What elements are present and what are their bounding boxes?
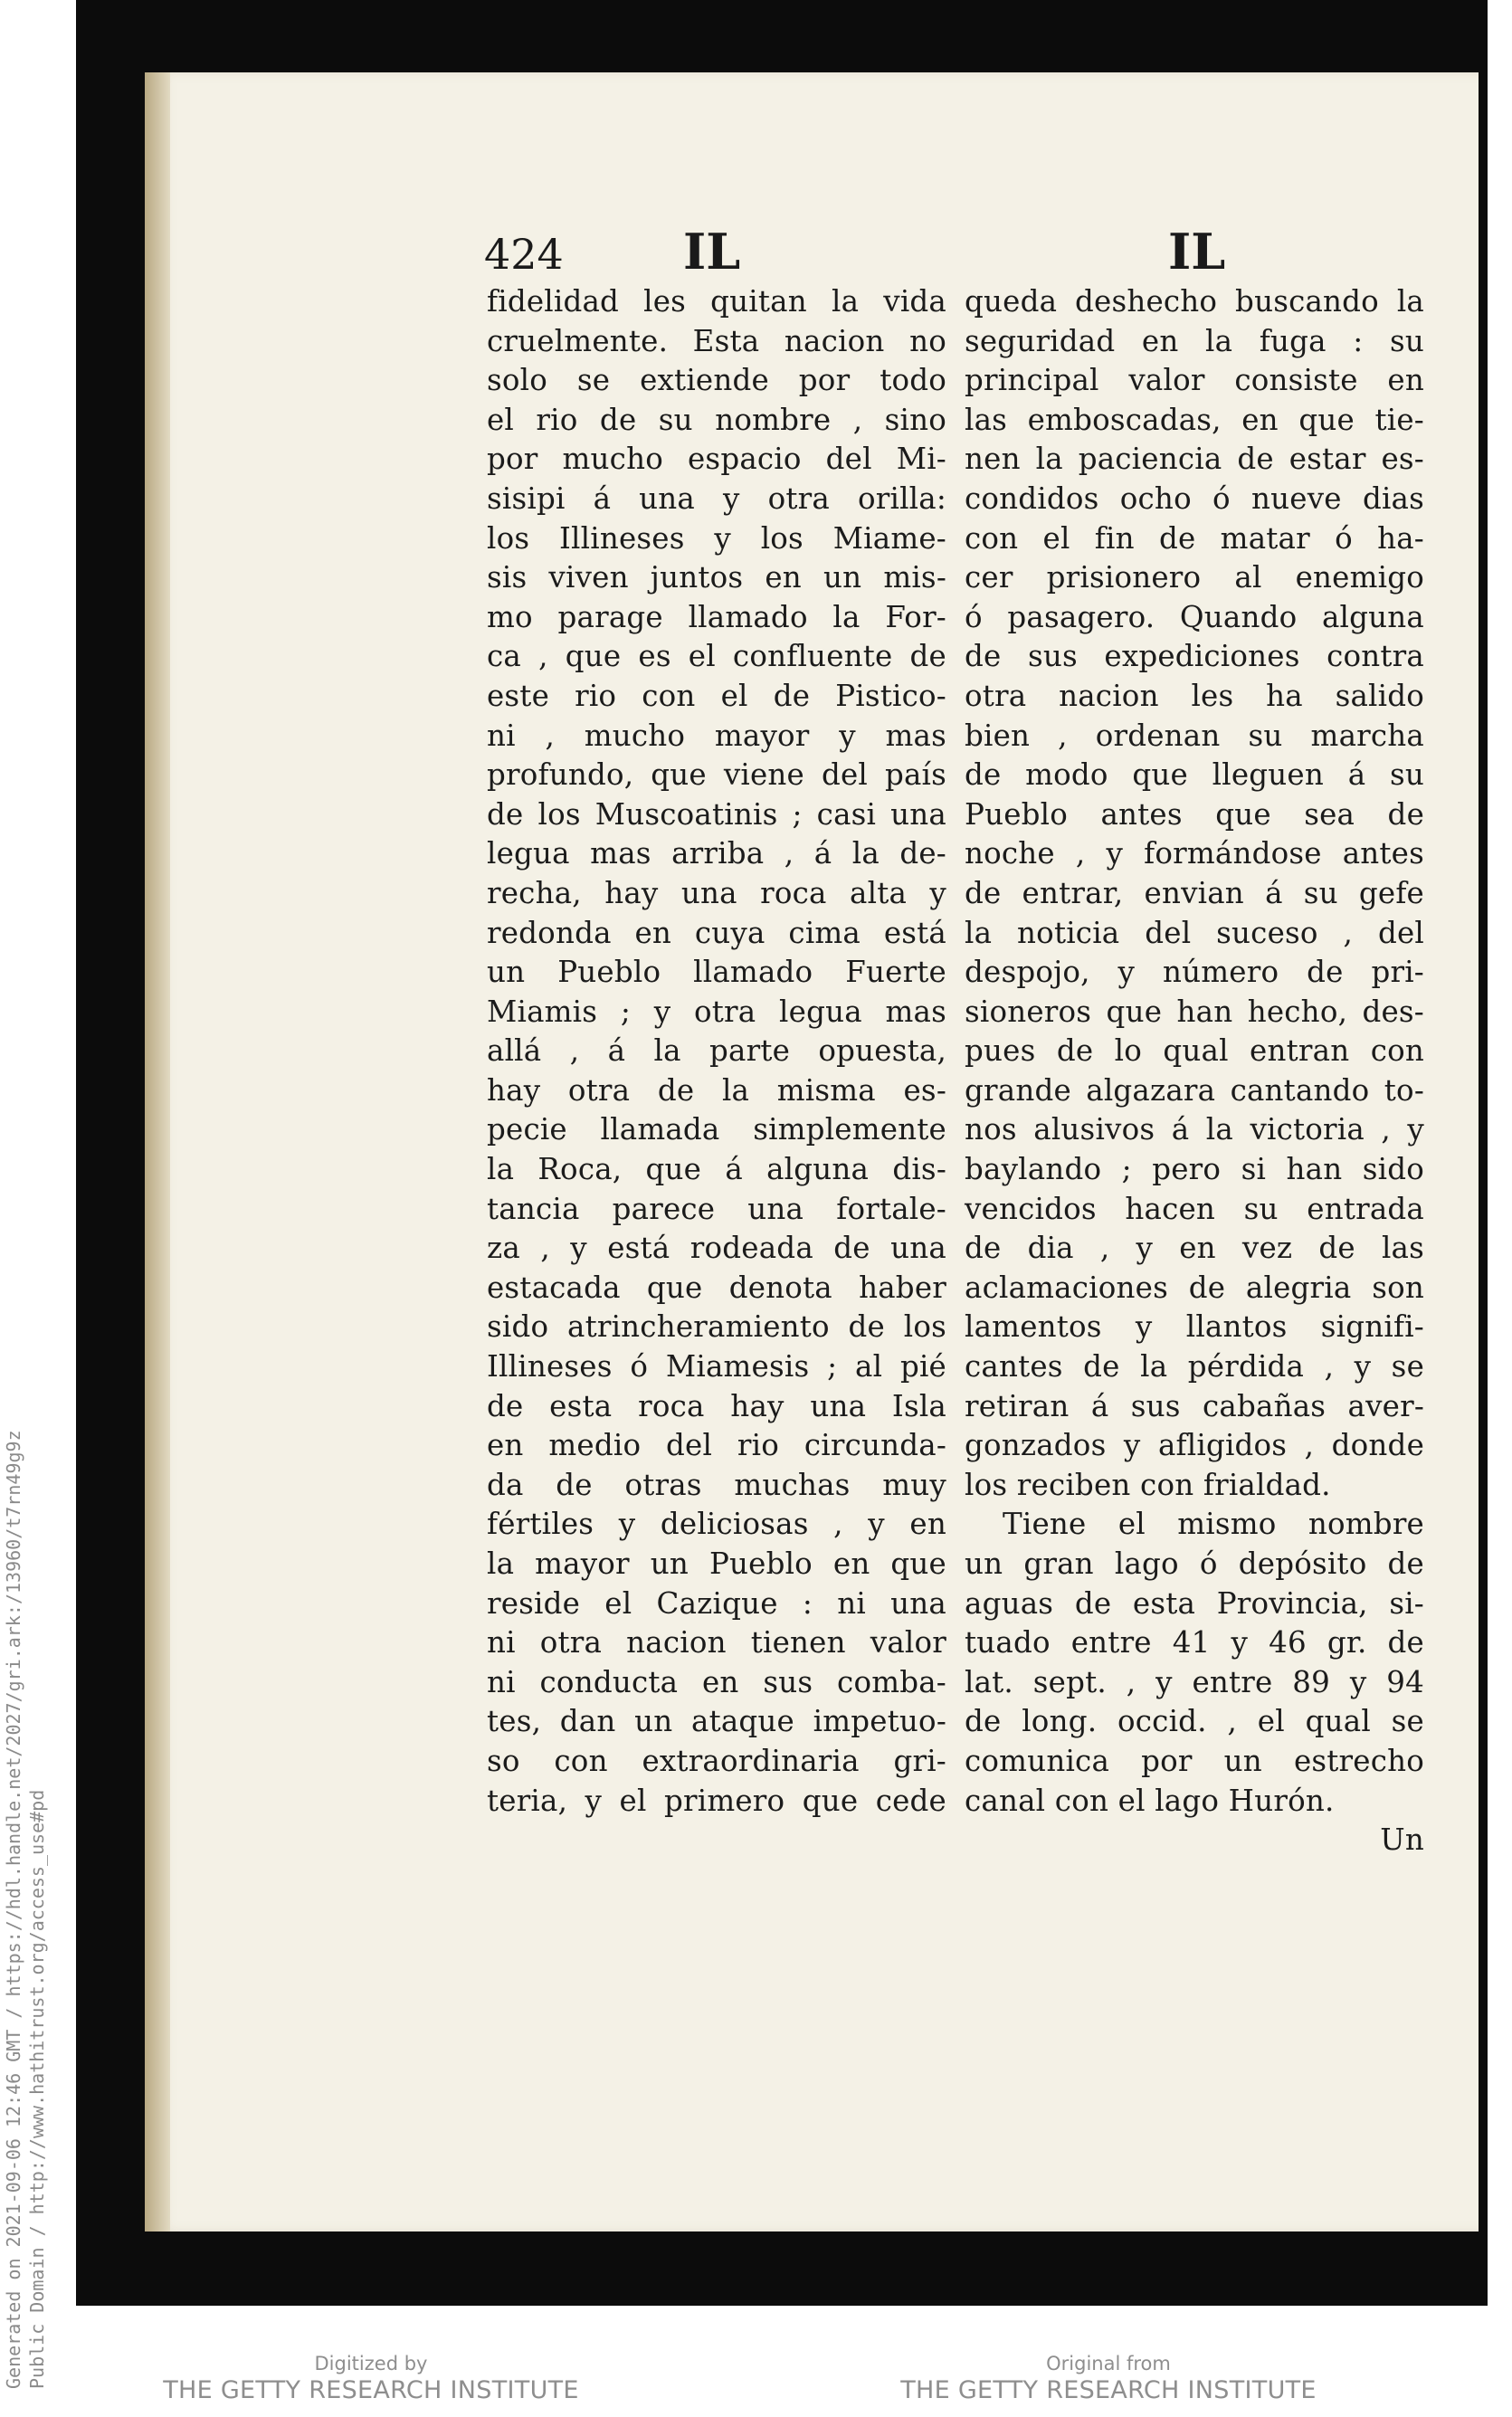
text-line: sido atrincheramiento de los	[487, 1309, 946, 1345]
text-line: un gran lago ó depósito de	[965, 1546, 1424, 1581]
text-line: reside el Cazique : ni una	[487, 1585, 946, 1621]
text-line: gonzados y afligidos , donde	[965, 1428, 1424, 1463]
text-line: lat. sept. , y entre 89 y 94	[965, 1664, 1424, 1699]
footer-digitized-institution: THE GETTY RESEARCH INSTITUTE	[163, 2376, 579, 2404]
text-line: hay otra de la misma es-	[487, 1072, 946, 1108]
text-line: de los Muscoatinis ; casi una	[487, 796, 946, 832]
text-line: la Roca, que á alguna dis-	[487, 1152, 946, 1187]
catchword: Un	[1380, 1822, 1424, 1858]
running-head-right: IL	[1168, 223, 1226, 281]
text-line: condidos ocho ó nueve dias	[965, 481, 1424, 516]
text-line: noche , y formándose antes	[965, 836, 1424, 871]
text-line: baylando ; pero si han sido	[965, 1152, 1424, 1187]
text-line: retiran á sus cabañas aver-	[965, 1388, 1424, 1423]
text-line: tuado entre 41 y 46 gr. de	[965, 1625, 1424, 1660]
page-gutter-edge	[145, 72, 170, 2231]
side-stamp-line-rights: Public Domain / http://www.hathitrust.org/access_use#pd	[26, 1789, 48, 2389]
text-line: cruelmente. Esta nacion no	[487, 323, 946, 358]
text-line: de esta roca hay una Isla	[487, 1388, 946, 1423]
text-line: de dia , y en vez de las	[965, 1231, 1424, 1266]
footer-digitized-caption: Digitized by	[314, 2353, 428, 2374]
footer-original-institution: THE GETTY RESEARCH INSTITUTE	[900, 2376, 1317, 2404]
text-line: vencidos hacen su entrada	[965, 1191, 1424, 1226]
text-line: de long. occid. , el qual se	[965, 1704, 1424, 1739]
text-line: este rio con el de Pistico-	[487, 678, 946, 713]
right-text-column	[965, 282, 1424, 1860]
text-line: sioneros que han hecho, des-	[965, 994, 1424, 1029]
text-line: aguas de esta Provincia, si-	[965, 1585, 1424, 1621]
text-line: despojo, y número de pri-	[965, 955, 1424, 990]
text-line: la noticia del suceso , del	[965, 915, 1424, 950]
text-line: pecie llamada simplemente	[487, 1112, 946, 1147]
text-line: por mucho espacio del Mi-	[487, 442, 946, 477]
footer-original-from	[882, 2353, 1335, 2404]
text-line: allá , á la parte opuesta,	[487, 1033, 946, 1069]
text-line: la mayor un Pueblo en que	[487, 1546, 946, 1581]
text-line: sisipi á una y otra orilla:	[487, 481, 946, 516]
text-line: bien , ordenan su marcha	[965, 718, 1424, 753]
text-line: seguridad en la fuga : su	[965, 323, 1424, 358]
text-line: los reciben con frialdad.	[965, 1467, 1331, 1502]
text-line: so con extraordinaria gri-	[487, 1743, 946, 1778]
text-line: profundo, que viene del país	[487, 757, 946, 793]
text-line: pues de lo qual entran con	[965, 1033, 1424, 1069]
text-line: las emboscadas, en que tie-	[965, 402, 1424, 437]
text-line: fértiles y deliciosas , y en	[487, 1507, 946, 1542]
text-line: de modo que lleguen á su	[965, 757, 1424, 793]
page-number: 424	[484, 230, 564, 279]
text-line: tancia parece una fortale-	[487, 1191, 946, 1226]
text-line: grande algazara cantando to-	[965, 1072, 1424, 1108]
hathitrust-side-stamp	[2, 1430, 49, 2389]
text-line: ó pasagero. Quando alguna	[965, 599, 1424, 634]
text-line: za , y está rodeada de una	[487, 1231, 946, 1266]
text-line: estacada que denota haber	[487, 1270, 946, 1305]
left-text-column	[487, 282, 946, 1821]
text-line: los Illineses y los Miame-	[487, 520, 946, 556]
text-line: Illineses ó Miamesis ; al pié	[487, 1349, 946, 1385]
text-line: cantes de la pérdida , y se	[965, 1349, 1424, 1385]
text-line: un Pueblo llamado Fuerte	[487, 955, 946, 990]
footer-original-caption: Original from	[1046, 2353, 1171, 2374]
text-line: ni , mucho mayor y mas	[487, 718, 946, 753]
text-line: ca , que es el confluente de	[487, 639, 946, 674]
text-line: mo parage llamado la For-	[487, 599, 946, 634]
footer-digitized-by	[145, 2353, 597, 2404]
text-line: comunica por un estrecho	[965, 1743, 1424, 1778]
text-line: Miamis ; y otra legua mas	[487, 994, 946, 1029]
text-line: sis viven juntos en un mis-	[487, 560, 946, 595]
text-line: Tiene el mismo nombre	[1003, 1507, 1424, 1542]
text-line: nos alusivos á la victoria , y	[965, 1112, 1424, 1147]
text-line: Pueblo antes que sea de	[965, 796, 1424, 832]
text-line: aclamaciones de alegria son	[965, 1270, 1424, 1305]
text-line: de sus expediciones contra	[965, 639, 1424, 674]
page-header	[484, 217, 1416, 290]
text-line: cer prisionero al enemigo	[965, 560, 1424, 595]
text-line: principal valor consiste en	[965, 363, 1424, 398]
running-head-left: IL	[683, 223, 741, 281]
text-line: queda deshecho buscando la	[965, 284, 1424, 319]
text-line: da de otras muchas muy	[487, 1467, 946, 1502]
text-line: canal con el lago Hurón.	[965, 1783, 1335, 1818]
text-line: ni conducta en sus comba-	[487, 1664, 946, 1699]
text-line: nen la paciencia de estar es-	[965, 442, 1424, 477]
text-line: legua mas arriba , á la de-	[487, 836, 946, 871]
text-line: con el fin de matar ó ha-	[965, 520, 1424, 556]
text-line: ni otra nacion tienen valor	[487, 1625, 946, 1660]
text-line: en medio del rio circunda-	[487, 1428, 946, 1463]
text-line: solo se extiende por todo	[487, 363, 946, 398]
text-line: redonda en cuya cima está	[487, 915, 946, 950]
text-line: recha, hay una roca alta y	[487, 875, 946, 910]
text-line: tes, dan un ataque impetuo-	[487, 1704, 946, 1739]
text-line: teria, y el primero que cede	[487, 1783, 946, 1818]
text-line: de entrar, envian á su gefe	[965, 875, 1424, 910]
text-line: otra nacion les ha salido	[965, 678, 1424, 713]
side-stamp-line-generated: Generated on 2021-09-06 12:46 GMT / https://hdl.handle.net/2027/gri.ark:/13960/t7rn49g9z	[3, 1430, 24, 2389]
text-line: el rio de su nombre , sino	[487, 402, 946, 437]
text-line: fidelidad les quitan la vida	[487, 284, 946, 319]
text-line: lamentos y llantos signifi-	[965, 1309, 1424, 1345]
